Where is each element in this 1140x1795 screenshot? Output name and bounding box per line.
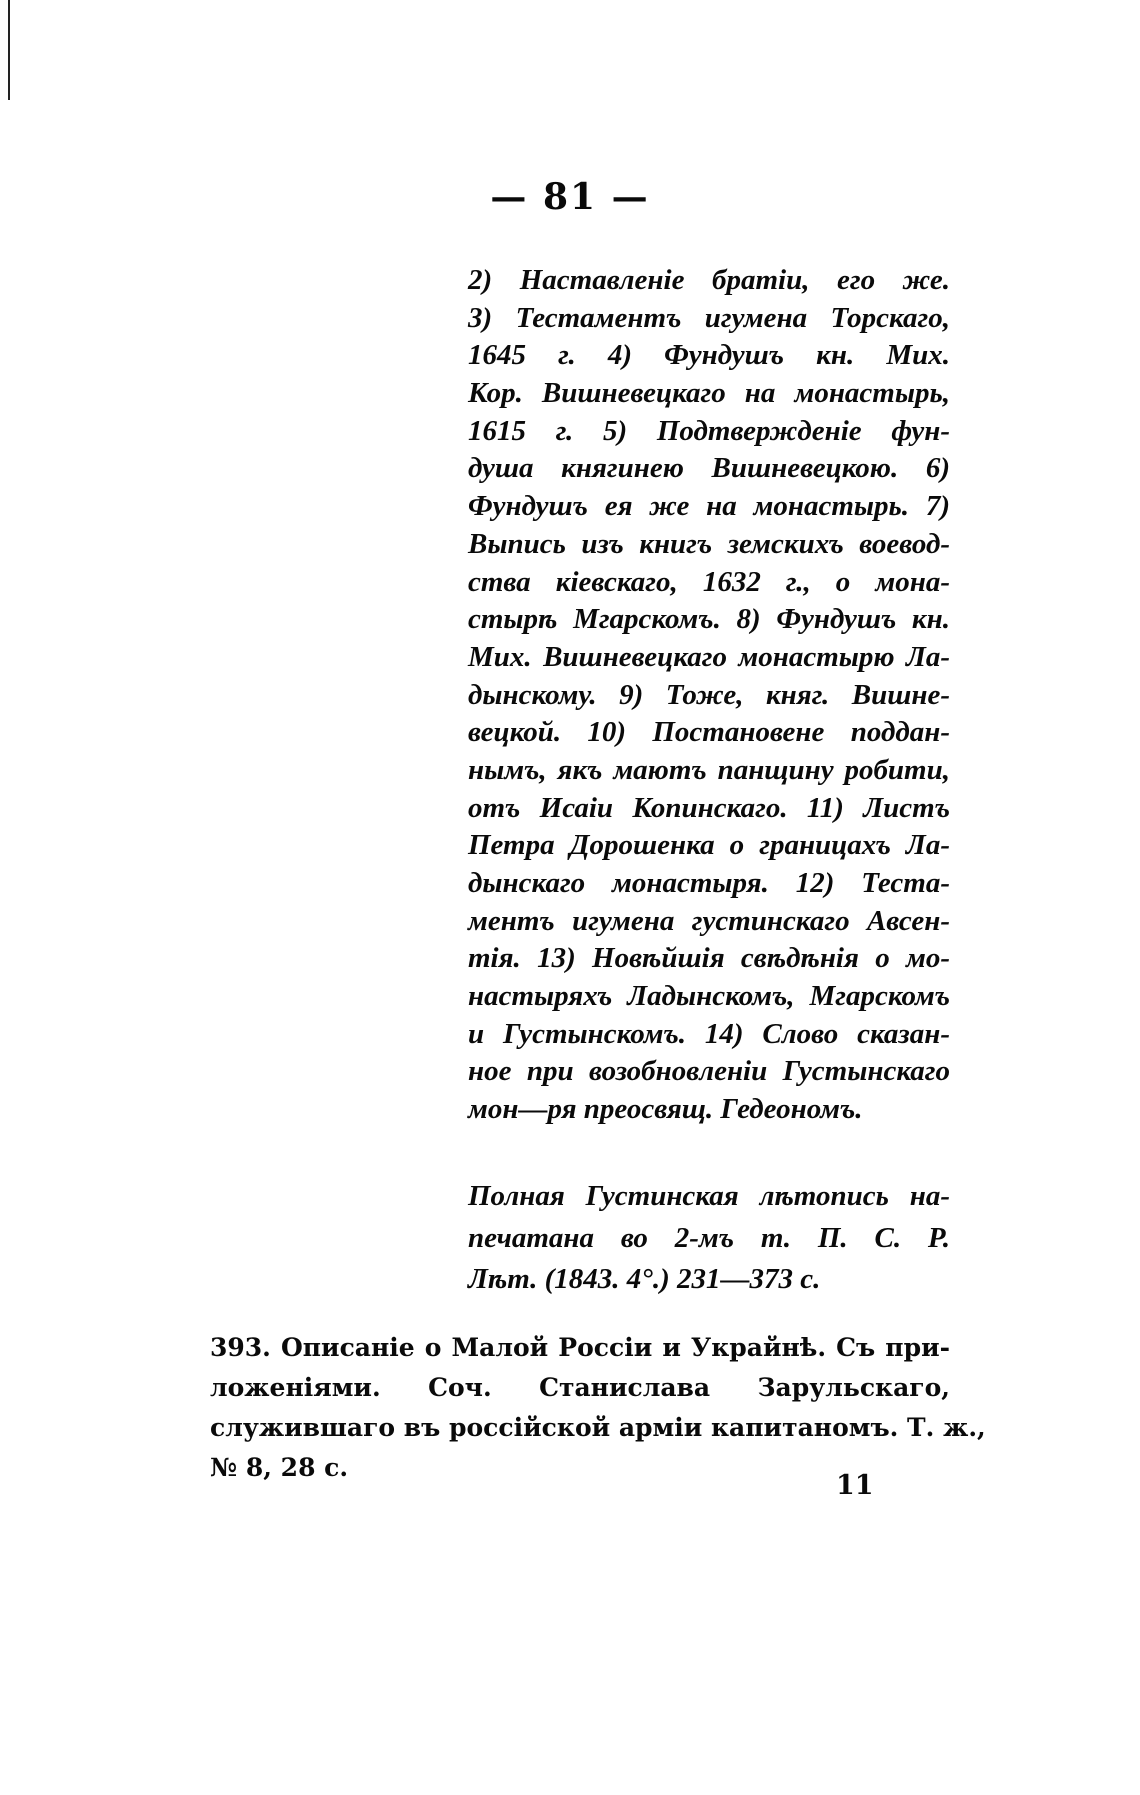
text-line: ментъ игумена густинскаго Авсен-	[468, 904, 950, 937]
text-line: дынскаго монастыря. 12) Теста-	[468, 867, 950, 899]
text-line: стырѣ Мгарскомъ. 8) Фундушъ кн.	[468, 603, 950, 636]
text-line: Выпись изъ книгъ земскихъ воевод-	[468, 527, 950, 560]
text-line: 393. Описаніе о Малой Россіи и Украйнѣ. Съ при-	[210, 1333, 950, 1362]
text-line: 3) Тестаментъ игумена Торскаго,	[468, 301, 950, 334]
contents-list	[468, 262, 950, 1129]
text-line: 1615 г. 5) Подтвержденіе фун-	[468, 414, 950, 447]
page-number: — 81 —	[490, 176, 650, 218]
text-line: Полная Густинская лѣтопись на-	[468, 1180, 950, 1212]
text-line: мон—ря преосвящ. Гедеономъ.	[468, 1093, 863, 1126]
entry-393	[210, 1328, 986, 1488]
text-line: № 8, 28 с.	[210, 1453, 349, 1482]
text-line: Петра Дорошенка о границахъ Ла-	[468, 829, 950, 862]
text-line: ное при возобновленіи Густынскаго	[468, 1055, 950, 1088]
text-line: вецкой. 10) Постановене поддан-	[468, 716, 950, 749]
text-line: ложеніями. Соч. Станислава Зарульскаго,	[210, 1373, 950, 1402]
margin-rule	[8, 0, 10, 100]
text-line: нымъ, якъ маютъ панщину робити,	[468, 753, 950, 786]
text-line: Фундушъ ея же на монастырь. 7)	[468, 490, 950, 523]
text-line: служившаго въ россійской арміи капитаномъ. Т. ж.,	[210, 1413, 986, 1442]
text-line: дынскому. 9) Тоже, княг. Вишне-	[468, 678, 950, 711]
publication-note	[468, 1176, 950, 1301]
text-line: Лѣт. (1843. 4°.) 231—373 с.	[468, 1263, 821, 1295]
text-line: душа княгинею Вишневецкою. 6)	[468, 452, 950, 485]
text-line: Мих. Вишневецкаго монастырю Ла-	[468, 640, 950, 673]
text-line: настыряхъ Ладынскомъ, Мгарскомъ	[468, 980, 950, 1013]
signature-mark: 11	[836, 1470, 874, 1501]
text-line: и Густынскомъ. 14) Слово сказан-	[468, 1017, 950, 1050]
text-line: Кор. Вишневецкаго на монастырь,	[468, 377, 950, 410]
text-line: 2) Наставленіе братіи, его же.	[468, 264, 950, 296]
text-line: печатана во 2-мъ т. П. С. Р.	[468, 1221, 950, 1254]
text-line: ства кіевскаго, 1632 г., о мона-	[468, 565, 950, 598]
text-line: отъ Исаіи Копинскаго. 11) Листъ	[468, 791, 950, 824]
text-line: 1645 г. 4) Фундушъ кн. Мих.	[468, 339, 950, 372]
text-line: тія. 13) Новѣйшія свѣдѣнія о мо-	[468, 942, 950, 975]
